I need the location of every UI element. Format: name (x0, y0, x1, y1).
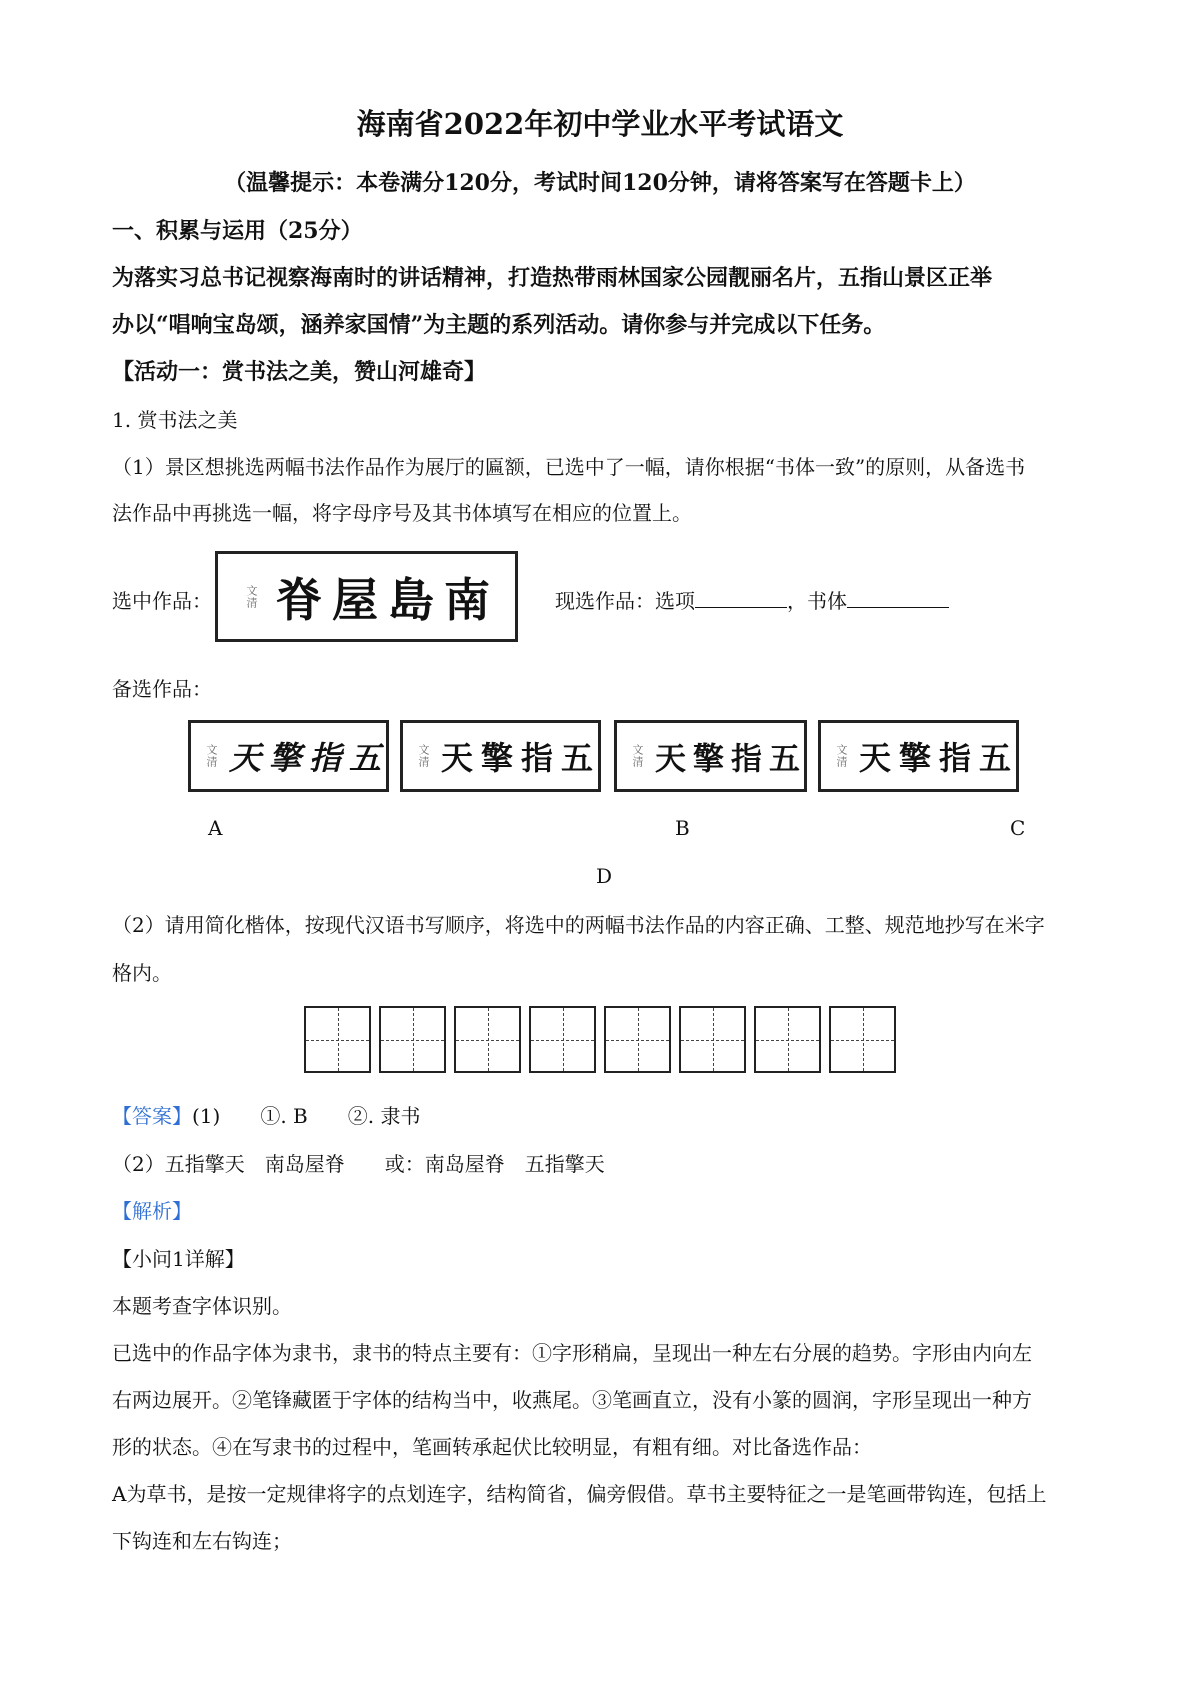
calligraphy-chars: 天擎指五 (441, 739, 602, 777)
intro-line-1: 为落实习总书记视察海南时的讲话精神，打造热带雨林国家公园靓丽名片，五指山景区正举 (112, 265, 993, 291)
candidates-label: 备选作品： (112, 677, 212, 701)
analysis-tag: 【解析】 (112, 1199, 192, 1223)
exam-tip: （温馨提示：本卷满分120分，考试时间120分钟，请将答案写在答题卡上） (224, 170, 976, 196)
style-blank[interactable] (847, 607, 949, 608)
analysis-p3-line-2: 下钩连和左右钩连； (112, 1529, 292, 1553)
calligraphy-chars: 天擎指五 (229, 739, 390, 777)
option-label-d: D (596, 864, 613, 888)
candidate-c-calligraphy (614, 720, 807, 792)
candidate-a-calligraphy (188, 720, 389, 792)
option-label-b: B (675, 816, 690, 840)
calligraphy-chars: 天擎指五 (655, 741, 807, 778)
analysis-p1: 本题考查字体识别。 (112, 1294, 292, 1318)
analysis-p2-line-1: 已选中的作品字体为隶书，隶书的特点主要有：①字形稍扁，呈现出一种左右分展的趋势。字形由内向左 (112, 1341, 1032, 1365)
calligraphy-signature: 文清 (205, 744, 218, 768)
section-heading: 一、积累与运用（25分） (112, 218, 363, 244)
analysis-p2-line-2: 右两边展开。②笔锋藏匿于字体的结构当中，收燕尾。③笔画直立，没有小篆的圆润，字形呈现出一种方 (112, 1388, 1032, 1412)
option-label-c: C (1010, 816, 1026, 840)
now-selected-label: 现选作品：选项 (555, 589, 695, 613)
calligraphy-signature: 文清 (245, 584, 258, 609)
part1-line-1: （1）景区想挑选两幅书法作品作为展厅的匾额，已选中了一幅，请你根据“书体一致”的原则，从备选书 (112, 455, 1026, 479)
selected-calligraphy (215, 551, 518, 642)
calligraphy-chars: 天擎指五 (859, 739, 1020, 777)
part1-line-2: 法作品中再挑选一幅，将字母序号及其书体填写在相应的位置上。 (112, 501, 692, 525)
rice-grid-cell[interactable] (754, 1006, 821, 1073)
analysis-p3-line-1: A为草书，是按一定规律将字的点划连字，结构简省，偏旁假借。草书主要特征之一是笔画带钩连，包括上 (112, 1482, 1047, 1506)
answer-line-2: （2）五指擎天 南岛屋脊 或：南岛屋脊 五指擎天 (112, 1152, 605, 1176)
calligraphy-signature: 文清 (835, 744, 848, 768)
calligraphy-chars: 脊屋島南 (276, 572, 500, 627)
rice-grid-cell[interactable] (679, 1006, 746, 1073)
rice-grid-cell[interactable] (379, 1006, 446, 1073)
rice-grid-cell[interactable] (829, 1006, 896, 1073)
candidate-d-calligraphy (818, 720, 1019, 792)
question-label: 1. 赏书法之美 (112, 408, 238, 432)
intro-line-2: 办以“唱响宝岛颂，涵养家国情”为主题的系列活动。请你参与并完成以下任务。 (112, 312, 886, 338)
option-blank[interactable] (695, 607, 787, 608)
answer-line-1-text: (1) ①. B ②. 隶书 (192, 1104, 421, 1128)
style-label: 书体 (807, 589, 847, 613)
part2-line-2: 格内。 (112, 961, 172, 985)
rice-grid-cell[interactable] (304, 1006, 371, 1073)
rice-grid[interactable] (304, 1006, 896, 1073)
calligraphy-signature: 文清 (631, 744, 644, 768)
comma: ， (787, 589, 807, 613)
option-label-a: A (208, 816, 223, 840)
page-title: 海南省2022年初中学业水平考试语文 (356, 107, 844, 141)
calligraphy-signature: 文清 (417, 744, 430, 768)
answer-tag: 【答案】 (112, 1104, 192, 1128)
answer-line-1 (112, 1100, 420, 1129)
rice-grid-cell[interactable] (454, 1006, 521, 1073)
rice-grid-cell[interactable] (529, 1006, 596, 1073)
analysis-p2-line-3: 形的状态。④在写隶书的过程中，笔画转承起伏比较明显，有粗有细。对比备选作品： (112, 1435, 872, 1459)
activity-heading: 【活动一：赏书法之美，赞山河雄奇】 (112, 359, 487, 385)
candidate-b-calligraphy (400, 720, 601, 792)
answer-blank-row (555, 585, 949, 614)
rice-grid-cell[interactable] (604, 1006, 671, 1073)
selected-label: 选中作品： (112, 589, 212, 613)
part2-line-1: （2）请用简化楷体，按现代汉语书写顺序，将选中的两幅书法作品的内容正确、工整、规范地抄写在米字 (112, 913, 1045, 937)
sub-question-heading: 【小问1详解】 (112, 1247, 245, 1271)
